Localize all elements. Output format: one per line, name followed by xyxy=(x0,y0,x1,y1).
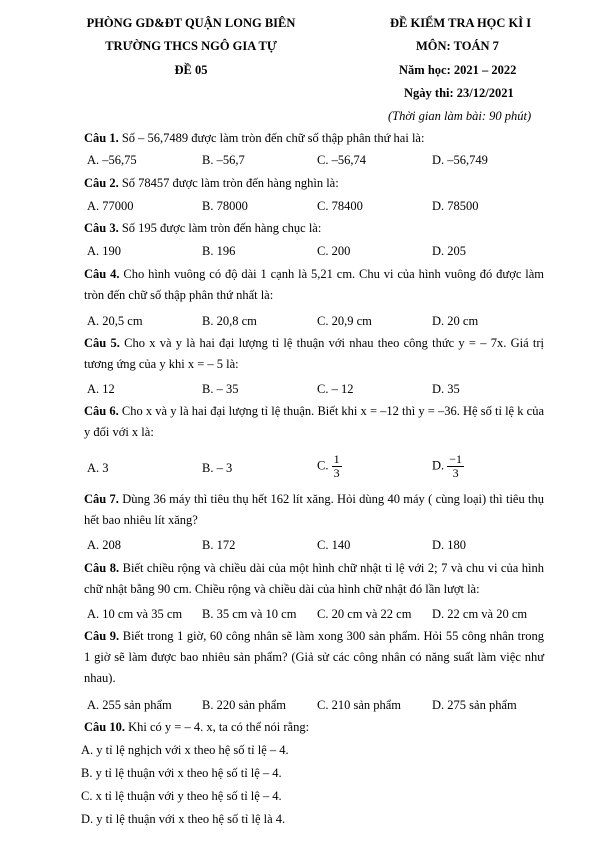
fraction-minus-one-third: $\frac{-1}{3}$ xyxy=(449,452,463,480)
question-label: Câu 7. xyxy=(84,492,119,506)
question-text: Số 195 được làm tròn đến hàng chục là: xyxy=(118,221,322,235)
option-d: D. 205 xyxy=(432,244,467,258)
option-b: B. – 35 xyxy=(202,382,239,396)
option-b: B. 78000 xyxy=(202,199,248,213)
school-name: TRƯỜNG THCS NGÔ GIA TỰ xyxy=(105,39,277,53)
options-6 xyxy=(87,453,557,483)
option-c: C. 210 sản phẩm xyxy=(317,698,402,712)
option-a: A. 255 sản phẩm xyxy=(87,698,172,712)
question-10 xyxy=(84,717,544,738)
option-d: D. 78500 xyxy=(432,199,479,213)
question-text: Số 78457 được làm tròn đến hàng nghìn là: xyxy=(118,176,339,190)
options-5 xyxy=(87,378,557,400)
department-name: PHÒNG GD&ĐT QUẬN LONG BIÊN xyxy=(86,16,296,30)
school-year: Năm học: 2021 – 2022 xyxy=(399,63,517,77)
option-a: A. 12 xyxy=(87,382,115,396)
option-a: A. 10 cm và 35 cm xyxy=(87,607,183,621)
option-a-line: A. y tỉ lệ nghịch với x theo hệ số tỉ lệ – 4. xyxy=(81,743,289,757)
options-1 xyxy=(87,149,557,171)
option-d-line: D. y tỉ lệ thuận với x theo hệ số tỉ lệ là 4. xyxy=(81,812,286,826)
option-c: C. 20,9 cm xyxy=(317,314,372,328)
option-a: A. 190 xyxy=(87,244,122,258)
option-b: B. – 3 xyxy=(202,461,233,475)
fraction-one-third: $\frac{1}{3}$ xyxy=(333,452,340,480)
question-text: Số – 56,7489 được làm tròn đến chữ số thập phân thứ hai là: xyxy=(118,131,425,145)
option-c: C. 78400 xyxy=(317,199,363,213)
option-a: A. 20,5 cm xyxy=(87,314,143,328)
question-2 xyxy=(84,173,544,194)
question-text: Cho hình vuông có độ dài 1 cạnh là 5,21 cm. Chu vi của hình vuông đó được làm tròn đến chữ số thập phân thứ nhất là: xyxy=(84,267,544,302)
time-note: (Thời gian làm bài: 90 phút) xyxy=(388,109,532,123)
question-label: Câu 5. xyxy=(84,336,120,350)
question-text: Cho x và y là hai đại lượng tỉ lệ thuận với nhau theo công thức y = – 7x. Giá trị tương ứng của y khi x = – 5 là: xyxy=(84,336,544,371)
option-d: D. 275 sản phẩm xyxy=(432,698,517,712)
question-9 xyxy=(84,626,544,689)
exam-title: ĐỀ KIỂM TRA HỌC KÌ I xyxy=(390,16,532,30)
option-d: D. $\frac{-1}{3}$ xyxy=(432,452,463,480)
question-label: Câu 1. xyxy=(84,131,119,145)
subject: MÔN: TOÁN 7 xyxy=(416,39,499,53)
question-label: Câu 3. xyxy=(84,221,119,235)
option-d: D. –56,749 xyxy=(432,153,488,167)
option-c: C. 140 xyxy=(317,538,351,552)
option-b: B. 20,8 cm xyxy=(202,314,257,328)
options-7 xyxy=(87,534,557,556)
options-2 xyxy=(87,195,557,217)
option-c: C. 200 xyxy=(317,244,351,258)
question-7 xyxy=(84,489,544,531)
question-label: Câu 6. xyxy=(84,404,119,418)
question-4 xyxy=(84,264,544,306)
question-text: Khi có y = – 4. x, ta có thể nói rằng: xyxy=(124,720,310,734)
option-b: B. –56,7 xyxy=(202,153,245,167)
option-b: B. 196 xyxy=(202,244,236,258)
exam-date: Ngày thi: 23/12/2021 xyxy=(404,86,514,100)
question-1 xyxy=(84,128,544,149)
option-a: A. –56,75 xyxy=(87,153,137,167)
question-8 xyxy=(84,558,544,600)
option-d: D. 22 cm và 20 cm xyxy=(432,607,528,621)
option-c: C. 20 cm và 22 cm xyxy=(317,607,412,621)
question-text: Dùng 36 máy thì tiêu thụ hết 162 lít xăng. Hỏi dùng 40 máy ( cùng loại) thì tiêu thụ hết bao nhiêu lít xăng? xyxy=(84,492,545,527)
option-a: A. 77000 xyxy=(87,199,134,213)
exam-code: ĐỀ 05 xyxy=(174,63,208,77)
option-d: D. 20 cm xyxy=(432,314,479,328)
question-label: Câu 4. xyxy=(84,267,120,281)
option-a: A. 3 xyxy=(87,461,109,475)
question-text: Biết chiều rộng và chiều dài của một hình chữ nhật tỉ lệ với 2; 7 và chu vi của hình chữ nhật bằng 90 cm. Chiều rộng và chiều dài của hình chữ nhật đó lần lượt là: xyxy=(84,561,544,596)
option-c: C. – 12 xyxy=(317,382,354,396)
option-c-line: C. x tỉ lệ thuận với y theo hệ số tỉ lệ – 4. xyxy=(81,789,282,803)
option-a: A. 208 xyxy=(87,538,122,552)
option-d: D. 35 xyxy=(432,382,460,396)
option-b: B. 35 cm và 10 cm xyxy=(202,607,297,621)
question-label: Câu 10. xyxy=(84,720,125,734)
question-text: Cho x và y là hai đại lượng tỉ lệ thuận. Biết khi x = –12 thì y = –36. Hệ số tỉ lệ k của y đối với x là: xyxy=(84,404,544,439)
question-label: Câu 9. xyxy=(84,629,120,643)
option-c: C. –56,74 xyxy=(317,153,366,167)
question-label: Câu 8. xyxy=(84,561,120,575)
question-text: Biết trong 1 giờ, 60 công nhân sẽ làm xong 300 sản phẩm. Hỏi 55 công nhân trong 1 giờ sẽ làm được bao nhiêu sản phẩm? (Giả sử các công nhân có năng suất làm việc như nhau). xyxy=(84,629,544,685)
option-b-line: B. y tỉ lệ thuận với x theo hệ số tỉ lệ – 4. xyxy=(81,766,282,780)
option-d: D. 180 xyxy=(432,538,467,552)
options-8 xyxy=(87,603,557,625)
option-b: B. 220 sản phẩm xyxy=(202,698,287,712)
question-5 xyxy=(84,333,544,375)
options-9 xyxy=(87,694,557,716)
option-b: B. 172 xyxy=(202,538,236,552)
question-6 xyxy=(84,401,544,443)
question-label: Câu 2. xyxy=(84,176,119,190)
option-c: C. $\frac{1}{3}$ xyxy=(317,452,340,480)
question-3 xyxy=(84,218,544,239)
options-4 xyxy=(87,310,557,332)
options-3 xyxy=(87,240,557,262)
